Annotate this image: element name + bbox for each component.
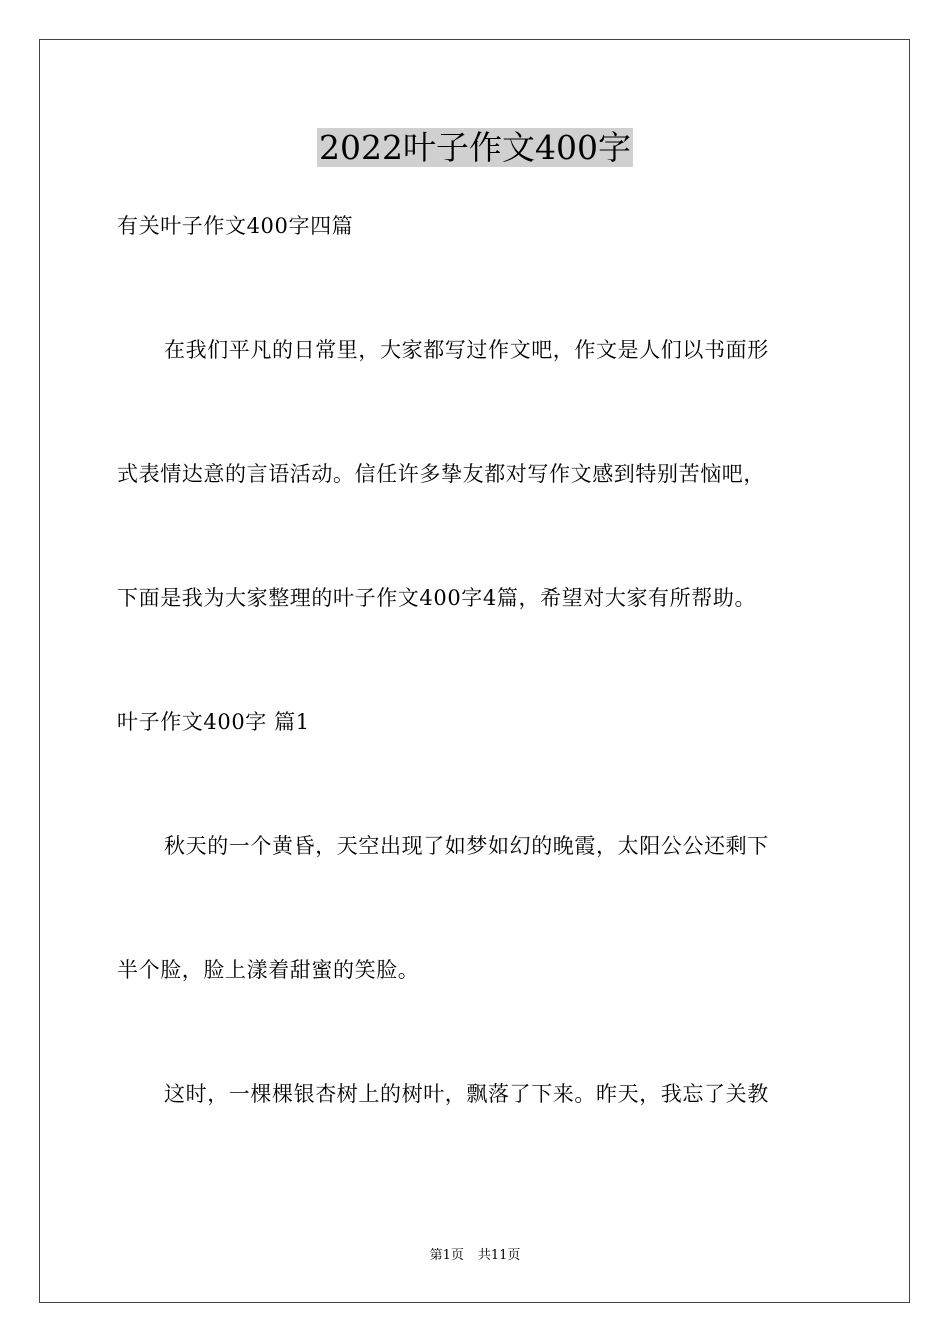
paragraph-line: 秋天的一个黄昏，天空出现了如梦如幻的晚霞，太阳公公还剩下 bbox=[164, 834, 769, 858]
document-title-text: 2022叶子作文400字 bbox=[319, 128, 631, 167]
page-number: 第1页 bbox=[429, 1248, 464, 1263]
paragraph-line: 在我们平凡的日常里，大家都写过作文吧，作文是人们以书面形 bbox=[164, 338, 769, 362]
page-total: 共11页 bbox=[477, 1248, 521, 1263]
paragraph-line: 式表情达意的言语活动。信任许多挚友都对写作文感到特别苦恼吧， bbox=[117, 462, 765, 486]
paragraph-line: 下面是我为大家整理的叶子作文400字4篇，希望对大家有所帮助。 bbox=[117, 586, 757, 610]
document-title bbox=[0, 128, 950, 168]
section-heading: 叶子作文400字 篇1 bbox=[117, 710, 310, 734]
subtitle-line: 有关叶子作文400字四篇 bbox=[117, 214, 354, 238]
paragraph-line: 这时，一棵棵银杏树上的树叶，飘落了下来。昨天，我忘了关教 bbox=[164, 1082, 769, 1106]
paragraph-line: 半个脸，脸上漾着甜蜜的笑脸。 bbox=[117, 958, 420, 982]
page-footer bbox=[0, 1247, 950, 1265]
